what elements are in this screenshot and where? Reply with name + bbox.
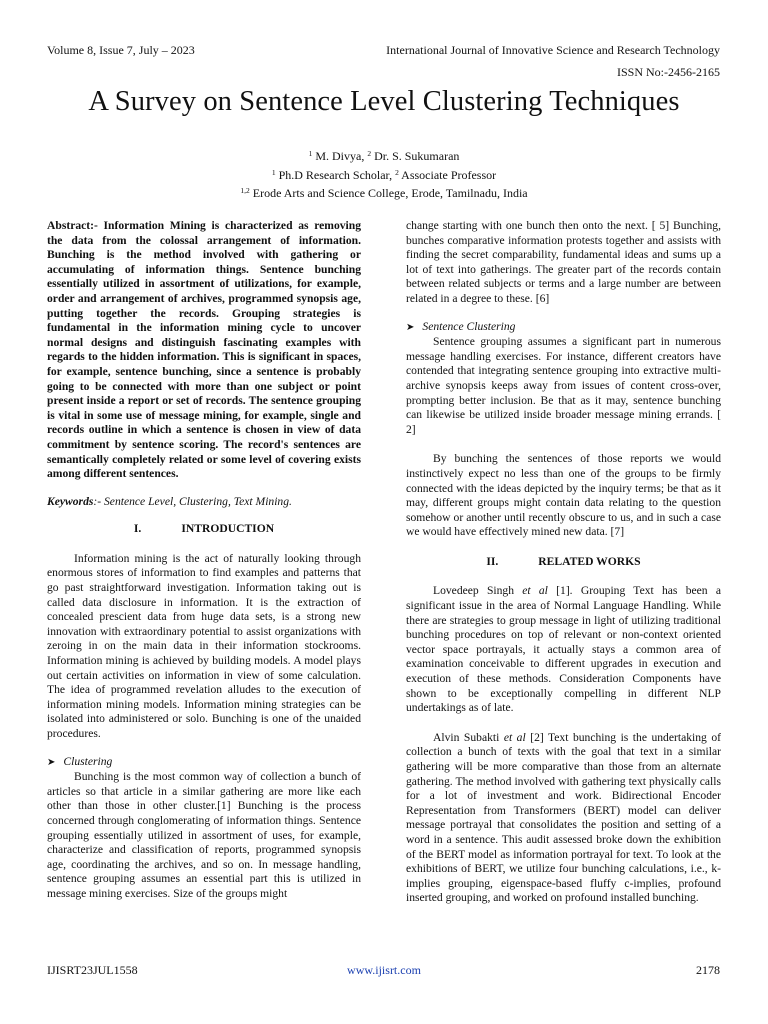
author-affiliation xyxy=(0,183,768,202)
arrow-bullet-icon: ➤ xyxy=(406,321,415,333)
journal-website-link[interactable]: www.ijisrt.com xyxy=(347,963,421,977)
intro-paragraph: Information mining is the act of naturally looking through enormous stores of information to find examples and patterns that go past straightforward investigation. Information taking out is called data disclosure in information. It is the extraction of concealed prescient data from huge data sets, is a strong new innovation with extraordinary potential to assist organizations with zeroing in on the main data in their information stockrooms. Information mining is achieved by building models. A model plays out certain activities on information in view of some calculation. The idea of programmed revelation alludes to the execution of information mining models. Information mining strategies can be isolated into administered or solo. Bunching is one of the unaided procedures. xyxy=(47,551,361,740)
section-number: I. xyxy=(133,522,142,536)
superscript: 1 xyxy=(308,149,313,158)
affiliation: Erode Arts and Science College, Erode, Tamilnadu, India xyxy=(249,186,528,200)
author-ref: Alvin Subakti xyxy=(433,730,504,744)
sentence-clustering-paragraph-1: Sentence grouping assumes a significant part in numerous message handling exercises. For instance, different creators have contended that integrating sentence grouping into extractive multi-archive synopsis keeps away from issues of content cross-over, prompting better inclusion. Be that as it may, sentence bunching can likewise be utilized inside broader message mining errands. [ 2] xyxy=(406,335,721,436)
journal-name: International Journal of Innovative Science and Research Technology xyxy=(386,43,720,57)
continued-paragraph: change starting with one bunch then onto the next. [ 5] Bunching, bunches comparative information protests together and assists with finding the secret comparability, fundamental ideas and sums up a lot of text into gatherings. The greater part of the records contain between related subjects or terms and a large number are between related in a degree to these. [6] xyxy=(406,219,721,305)
paragraph-text: [2] Text bunching is the undertaking of collection a bunch of texts with the goal that text in a similar gathering will be more comparative than those from an alternate gathering. The method involved with gathering text physically calls for a lot of investment and work. Bidirectional Encoder Representation from Transformers (BERT) model can deliver message portrayal that consolidates the position and setting of a word in a sentence. This audit assessed broke down the exhibition of the BERT model as information portrayal for text. To look at the exhibitions of BERT, we utilize four bunching calculations, i.e., k-implies grouping, eigenspace-based fluffy c-implies, profound inserted grouping, and worked on profound installed bunching. xyxy=(406,730,721,905)
et-al: et al xyxy=(522,584,548,598)
superscript: 1,2 xyxy=(240,186,250,195)
superscript: 1 xyxy=(271,167,276,177)
author-name: M. Divya, xyxy=(312,149,368,163)
author-role: Ph.D Research Scholar, xyxy=(275,167,396,182)
section-number: II. xyxy=(486,554,499,568)
keywords-label: Keywords xyxy=(47,494,94,508)
keywords-text: :- Sentence Level, Clustering, Text Mining. xyxy=(93,494,292,508)
author-ref: Lovedeep Singh xyxy=(433,584,523,598)
author-role: Associate Professor xyxy=(398,167,497,182)
author-names xyxy=(0,146,768,165)
superscript: 2 xyxy=(395,167,399,177)
clustering-paragraph: Bunching is the most common way of collection a bunch of articles so that article in a similar gathering are more like each other than those in other cluster.[1] Bunching is the process concerned through conglomerating of information things. Sentence grouping essentially utilized in assortment of uses, for example, characterize and classification of reports, programmed synopsis age, coordinating the archives, and so on. In message handling, sentence grouping assumes an essential part this is utilized in message mining exercises. Size of the groups might xyxy=(47,770,361,900)
superscript: 2 xyxy=(367,149,372,158)
related-work-paragraph-2 xyxy=(406,731,721,906)
subsection-title: Clustering xyxy=(63,754,113,768)
arrow-bullet-icon: ➤ xyxy=(47,756,56,768)
paper-id: IJISRT23JUL1558 xyxy=(47,963,138,977)
author-roles xyxy=(0,165,768,184)
section-title: INTRODUCTION xyxy=(181,522,275,536)
author-name: Dr. S. Sukumaran xyxy=(371,149,460,163)
paragraph-text: [1]. Grouping Text has been a significant issue in the area of Normal Language Handling. While there are strategies to group message in light of utilizing traditional bunching procedures on top of relevant or non-context oriented vector space portrayals, it actually stays a common area of examination conceivable to different upgrades in execution and execution of these methods. Consideration Components have shown to be exceptionally compelling in different NLP undertakings as of late. xyxy=(406,584,721,715)
left-column xyxy=(47,219,361,902)
subsection-title: Sentence Clustering xyxy=(422,319,516,333)
section-heading-related-works xyxy=(406,555,721,570)
related-work-paragraph-1 xyxy=(406,584,721,715)
section-title: RELATED WORKS xyxy=(538,554,641,568)
abstract: Abstract:- Information Mining is characterized as removing the data from the colossal arrangement of information. Bunching is the method involved with gathering or accumulating of information things. Sentence bunching essentially utilized in assortment of utilizations, for example, order and arrangement of archives, programmed synopsis age, putting together the records. Grouping strategies is fundamental in the information mining cycle to uncover normal designs and distinguish fascinating examples with regards to the hidden information. This is significant in spaces, for example, sentence bunching, since a sentence is probably going to be connected with more than one subject or point present inside a report or set of records. The sentence grouping is vital in some use of message mining, for example, single and records outline in which a sentence is chosen in view of data commitment by sentence scoring. The record's sentences are semantically completely related or some level of covering exists among different sentences. xyxy=(47,219,361,481)
paper-title: A Survey on Sentence Level Clustering Techniques xyxy=(88,86,680,117)
subsection-clustering xyxy=(47,755,361,771)
right-column xyxy=(406,219,721,906)
issn: ISSN No:-2456-2165 xyxy=(616,65,720,79)
subsection-sentence-clustering xyxy=(406,320,721,336)
keywords xyxy=(47,495,361,510)
et-al: et al xyxy=(503,730,526,744)
section-heading-introduction xyxy=(47,522,361,537)
author-block xyxy=(0,146,768,202)
volume-issue: Volume 8, Issue 7, July – 2023 xyxy=(47,43,195,57)
page-number: 2178 xyxy=(696,963,720,977)
sentence-clustering-paragraph-2: By bunching the sentences of those reports we would instinctively expect no less than one of the groups to be firmly connected with the ideas depicted by the inquiry terms; be that as it may, different groups might contain data relating to the question somehow or another until recently obscure to us, and in such a case we would have effectively mined new data. [7] xyxy=(406,452,721,539)
